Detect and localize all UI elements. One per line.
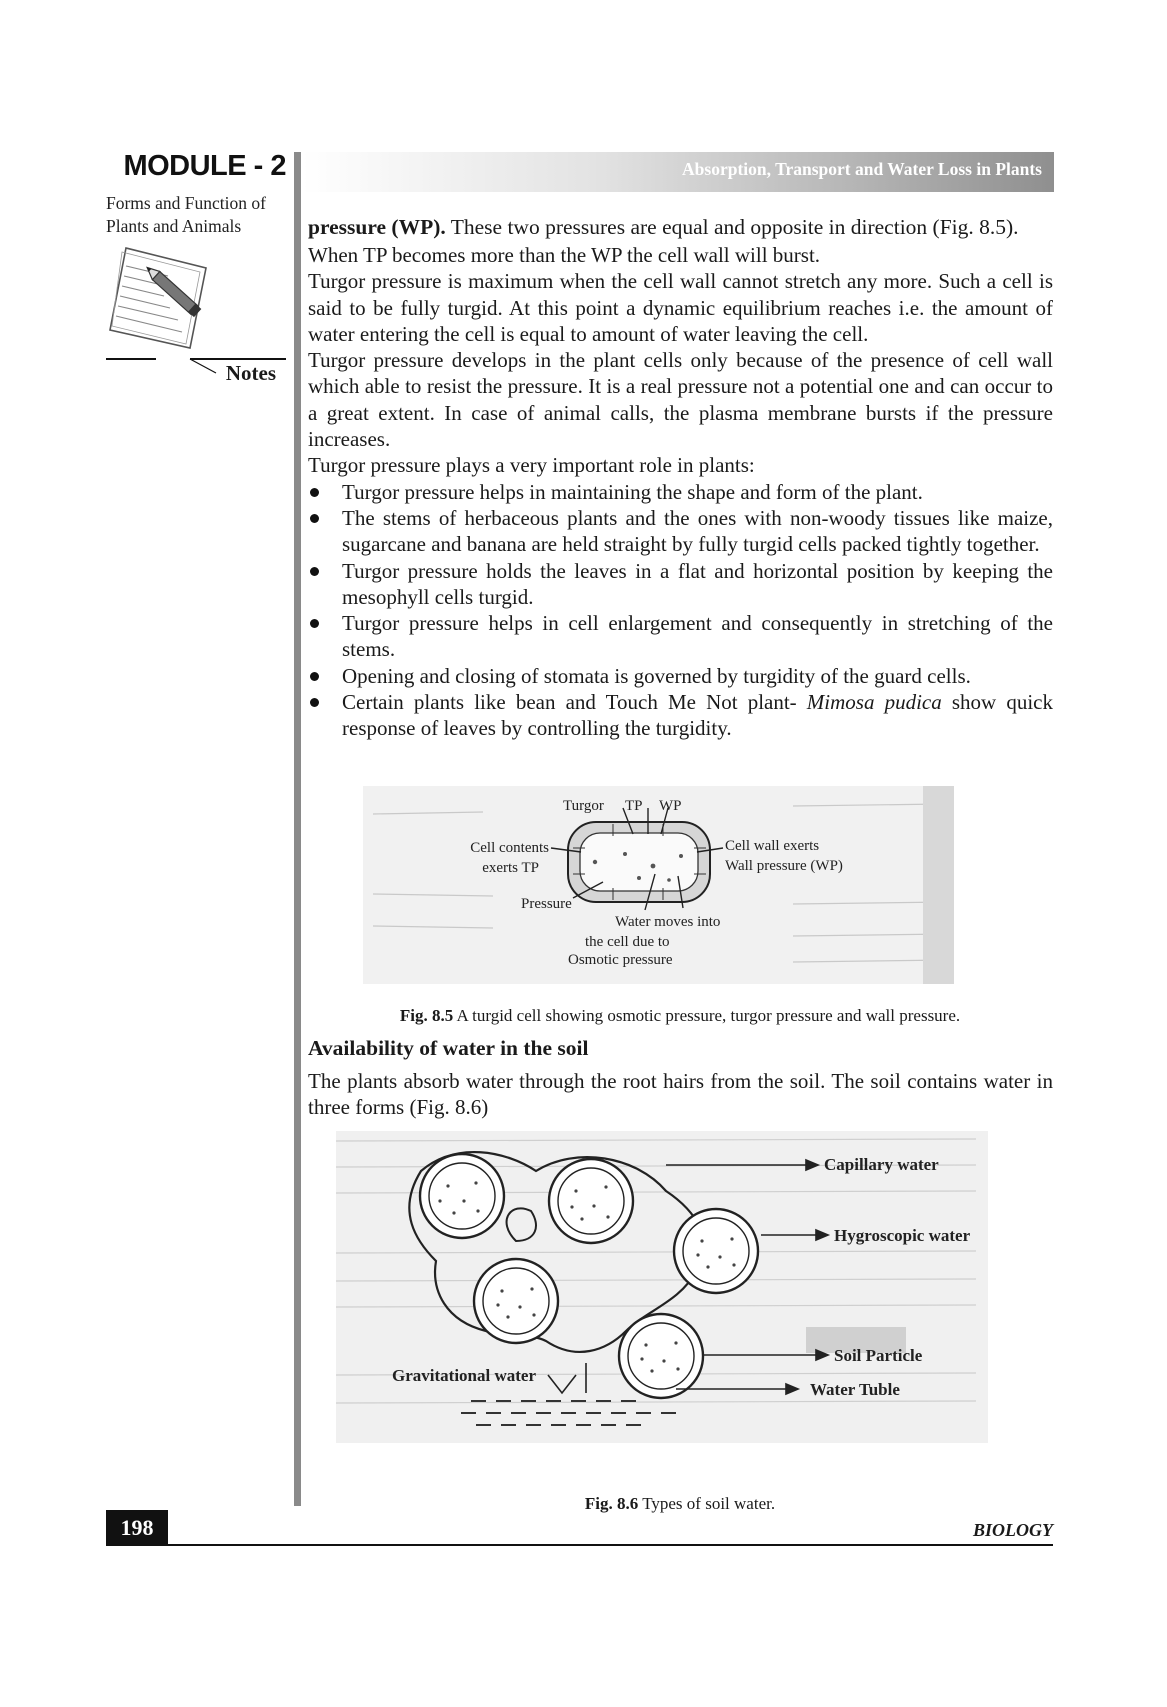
pencil-on-paper-icon [108,246,212,350]
paragraph-4: Turgor pressure develops in the plant cells only because of the presence of cell wall which able to resist the pressure. It is a real pressure not a potential one and can occur to a great extent. In case of animal calls, the plasma membrane bursts if the pressure increases. [308,348,1053,452]
list-item-text: Turgor pressure helps in cell enlargement and consequently in stretching of the stems. [342,611,1053,662]
fig85-label-cell-contents-2: exerts TP [482,860,539,876]
list-item-text: The stems of herbaceous plants and the ones with non-woody tissues like maize, sugarcane and banana are held straight by fully turgid cells packed tightly together. [342,505,1053,557]
list-item-text: Opening and closing of stomata is governed by turgidity of the guard cells. [342,663,971,688]
fig86-label-capillary: Capillary water [824,1155,939,1174]
fig85-caption [300,1006,1060,1026]
list-item [308,505,1053,558]
fig85-label-cell-contents-1: Cell contents [470,840,549,856]
footer-rule [168,1544,1053,1546]
list-item [308,558,1053,611]
fig85-label-pressure: Pressure [521,896,572,912]
footer-subject: BIOLOGY [973,1520,1053,1540]
list-item [308,479,1053,505]
list-item-text: Turgor pressure helps in maintaining the shape and form of the plant. [342,479,923,504]
bullet-icon [310,488,319,497]
fig85-caption-text: A turgid cell showing osmotic pressure, turgor pressure and wall pressure. [453,1006,961,1025]
section-heading: Availability of water in the soil [308,1036,589,1060]
paragraph-1 [308,213,1053,242]
list-item-text: show quick response of leaves by controlling the turgidity. [342,690,1053,741]
fig85-label-tp: TP [625,798,643,814]
bullet-icon [310,672,319,681]
fig86-caption-text: Types of soil water. [638,1494,776,1513]
margin-divider-bar [294,152,301,1506]
bullet-icon [310,514,319,523]
paragraph-1-bold: pressure (WP). [308,215,446,239]
bullet-icon [310,619,319,628]
fig86-label-water-table: Water Tuble [810,1380,900,1399]
list-item [308,663,1053,689]
fig85-label-cell-wall-2: Wall pressure (WP) [725,858,843,874]
fig85-label-turgor: Turgor [563,798,604,814]
page-number: 198 [106,1510,168,1546]
module-title: MODULE - 2 [123,150,286,182]
fig85-label-water-1: Water moves into [615,914,721,930]
main-text [308,213,1053,742]
fig85-caption-number: Fig. 8.5 [399,1006,454,1025]
fig85-label-water-3: Osmotic pressure [568,952,673,968]
fig86-caption-number: Fig. 8.6 [584,1494,639,1513]
fig85-label-cell-wall-1: Cell wall exerts [725,838,820,854]
fig85-label-water-2: the cell due to [585,934,670,950]
chapter-header-band [302,152,1054,192]
fig86-label-hygroscopic: Hygroscopic water [834,1226,971,1245]
paragraph-3: Turgor pressure is maximum when the cell wall cannot stretch any more. Such a cell is said to be fully turgid. At this point a dynamic equilibrium reaches i.e. the amount of water entering the cell is equal to amount of water leaving the cell. [308,269,1053,346]
paragraph-5: Turgor pressure plays a very important role in plants: [308,453,755,478]
turgor-roles-list [308,479,1053,742]
notes-label: Notes [225,361,276,385]
chapter-title: Absorption, Transport and Water Loss in Plants [682,159,1042,179]
bullet-icon [310,567,319,576]
paragraph-1-text: These two pressures are equal and opposite in direction (Fig. 8.5). [445,215,1019,239]
module-subtitle: Forms and Function of Plants and Animals [106,193,266,236]
fig86-label-gravitational: Gravitational water [392,1366,536,1385]
turgid-cell-figure [363,786,954,984]
list-item [308,610,1053,663]
list-item [308,689,1053,742]
fig86-label-soil-particle: Soil Particle [834,1346,923,1365]
list-item-text: Turgor pressure holds the leaves in a flat and horizontal position by keeping the mesophyll cells turgid. [342,558,1053,609]
list-item-text: Certain plants like bean and Touch Me Not plant- [342,690,807,715]
fig85-label-wp: WP [659,798,682,814]
soil-water-figure [336,1131,988,1443]
paragraph-2: When TP becomes more than the WP the cell wall will burst. [308,243,821,267]
fig86-caption [300,1494,1060,1514]
bullet-icon [310,698,319,707]
species-name: Mimosa pudica [806,690,942,715]
soil-paragraph: The plants absorb water through the root hairs from the soil. The soil contains water in three forms (Fig. 8.6) [308,1069,1053,1120]
